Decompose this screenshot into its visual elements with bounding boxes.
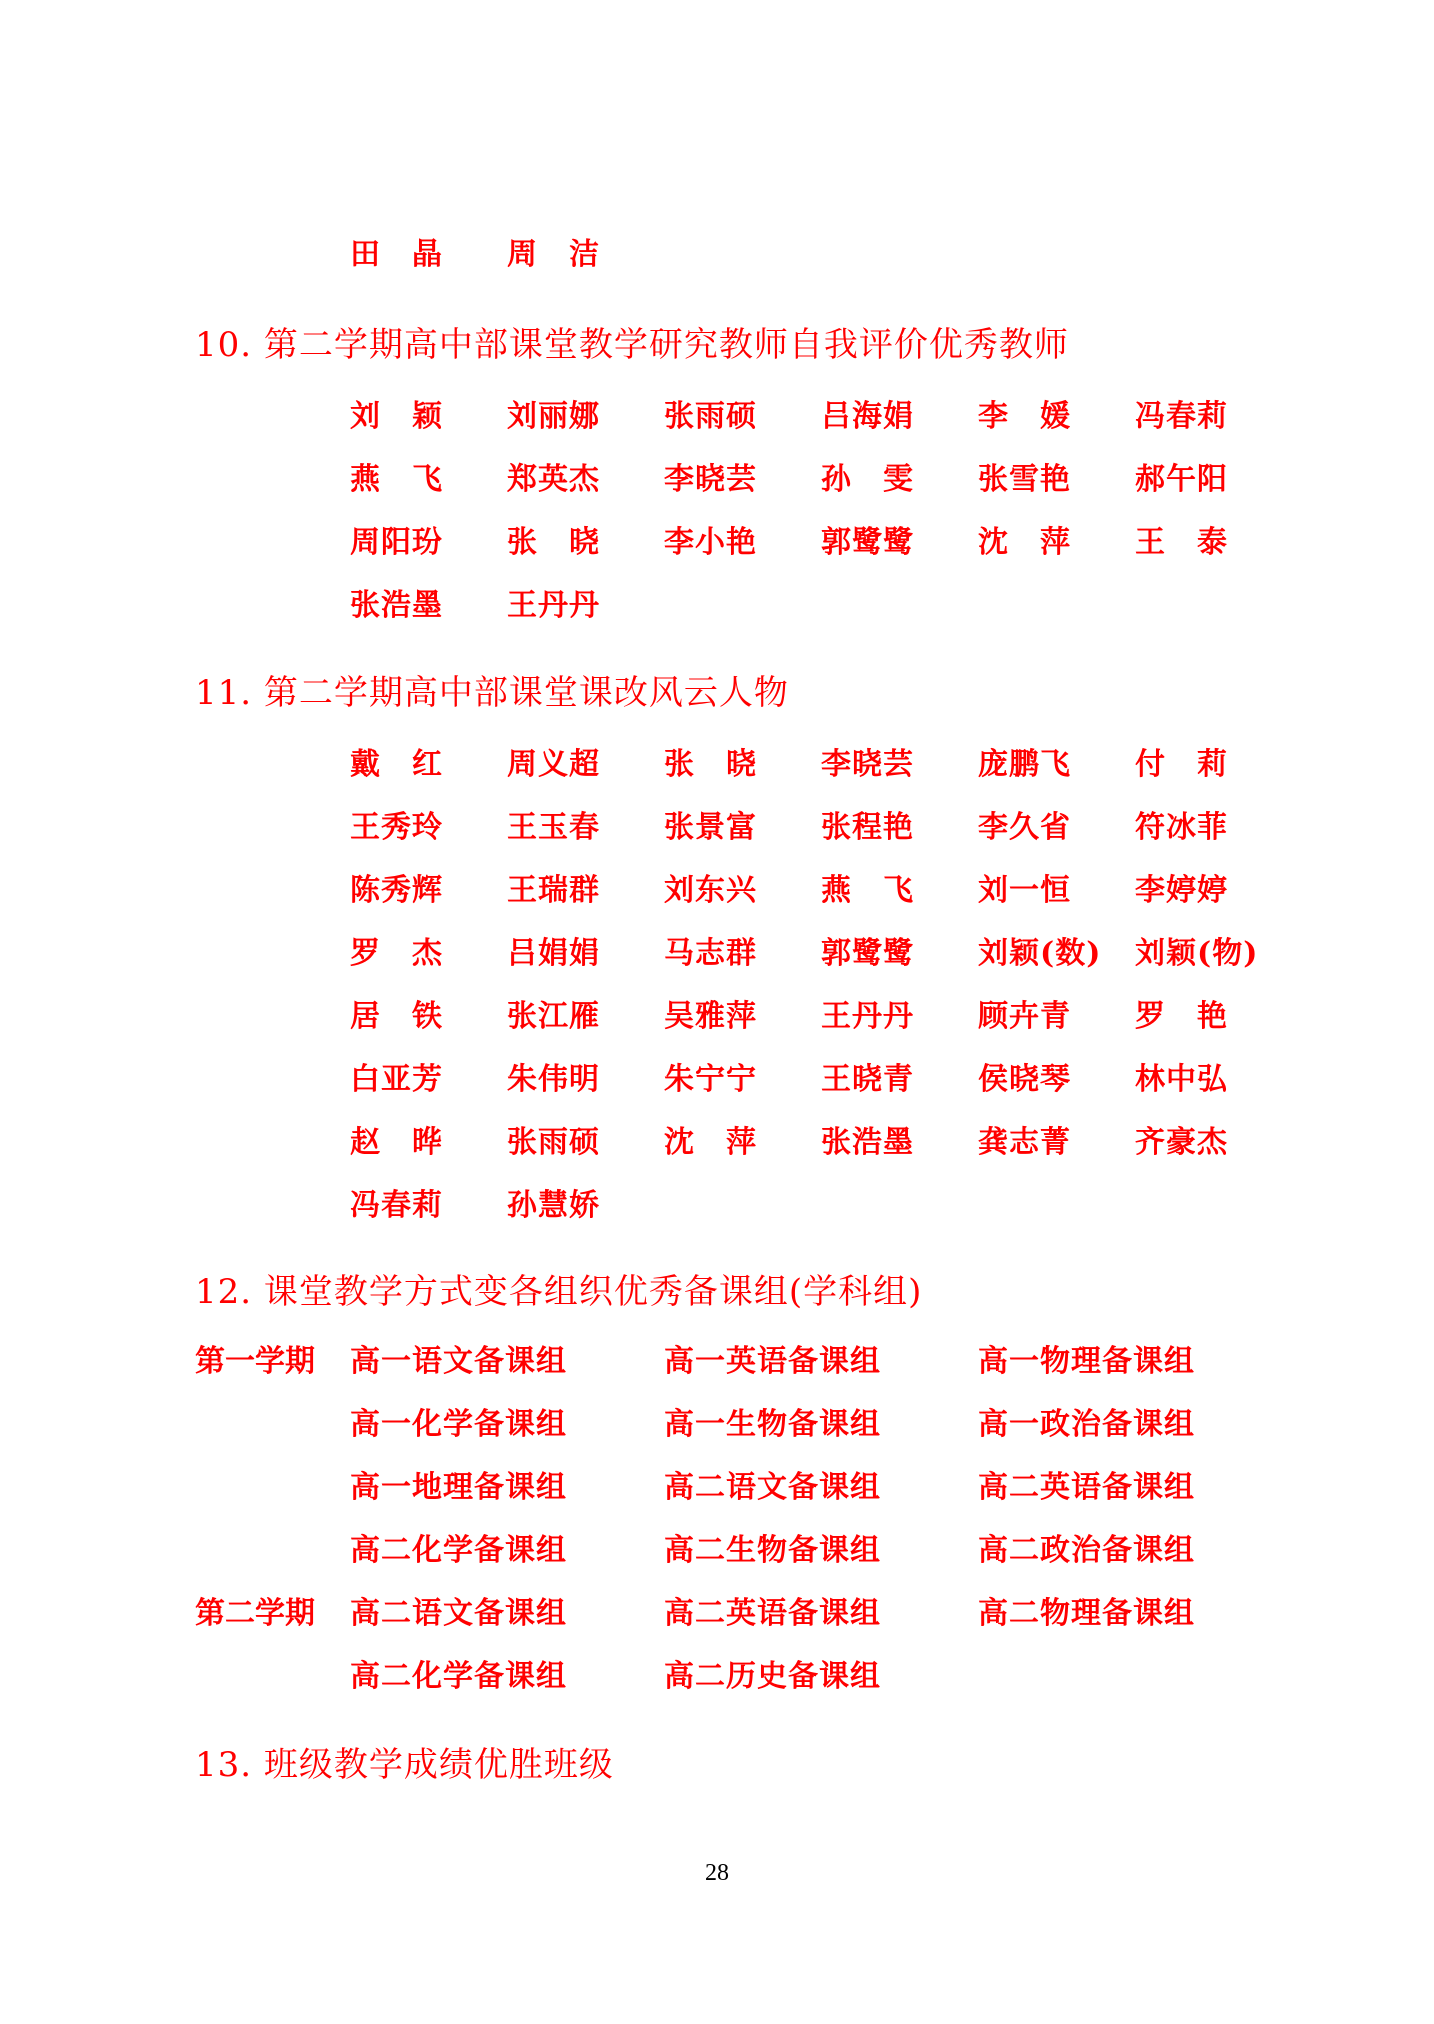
- teacher-name: 张雨硕: [507, 1125, 600, 1160]
- teacher-name: 王晓青: [821, 1062, 914, 1097]
- teacher-name: 张 晓: [507, 525, 600, 560]
- prep-group-name: 高二生物备课组: [664, 1533, 881, 1568]
- teacher-name: 赵 晔: [350, 1125, 443, 1160]
- teacher-name: 侯晓琴: [978, 1062, 1071, 1097]
- teacher-name: 孙慧娇: [507, 1188, 600, 1223]
- term-label: 第二学期: [195, 1596, 315, 1631]
- page-number: 28: [705, 1860, 729, 1886]
- teacher-name: 刘丽娜: [507, 399, 600, 434]
- teacher-name: 周阳玢: [350, 525, 443, 560]
- teacher-name: 戴 红: [350, 747, 443, 782]
- prep-group-name: 高二物理备课组: [978, 1596, 1195, 1631]
- teacher-name: 吕娟娟: [507, 936, 600, 971]
- teacher-name: 朱宁宁: [664, 1062, 757, 1097]
- teacher-name: 张雪艳: [978, 462, 1071, 497]
- prep-group-name: 高二化学备课组: [350, 1659, 567, 1694]
- teacher-name: 张景富: [664, 810, 757, 845]
- teacher-name: 朱伟明: [507, 1062, 600, 1097]
- teacher-name: 刘颖(物): [1135, 936, 1259, 971]
- teacher-name: 居 铁: [350, 999, 443, 1034]
- teacher-name: 龚志菁: [978, 1125, 1071, 1160]
- prep-group-name: 高二政治备课组: [978, 1533, 1195, 1568]
- teacher-name: 燕 飞: [350, 462, 443, 497]
- teacher-name: 林中弘: [1135, 1062, 1228, 1097]
- teacher-name: 吕海娟: [821, 399, 914, 434]
- teacher-name: 冯春莉: [350, 1188, 443, 1223]
- teacher-name: 付 莉: [1135, 747, 1228, 782]
- teacher-name: 张浩墨: [350, 588, 443, 623]
- prep-group-name: 高一政治备课组: [978, 1407, 1195, 1442]
- teacher-name: 郭鹭鹭: [821, 936, 914, 971]
- teacher-name: 沈 萍: [978, 525, 1071, 560]
- teacher-name: 王瑞群: [507, 873, 600, 908]
- teacher-name: 郑英杰: [507, 462, 600, 497]
- teacher-name: 王秀玲: [350, 810, 443, 845]
- teacher-name: 周义超: [507, 747, 600, 782]
- teacher-name: 张江雁: [507, 999, 600, 1034]
- teacher-name: 刘一恒: [978, 873, 1071, 908]
- prep-group-name: 高一化学备课组: [350, 1407, 567, 1442]
- teacher-name: 罗 艳: [1135, 999, 1228, 1034]
- prep-group-name: 高二历史备课组: [664, 1659, 881, 1694]
- teacher-name: 王丹丹: [821, 999, 914, 1034]
- teacher-name: 张程艳: [821, 810, 914, 845]
- teacher-name: 罗 杰: [350, 936, 443, 971]
- teacher-name: 燕 飞: [821, 873, 914, 908]
- teacher-name: 李晓芸: [664, 462, 757, 497]
- teacher-name: 马志群: [664, 936, 757, 971]
- teacher-name: 刘 颖: [350, 399, 443, 434]
- teacher-name: 冯春莉: [1135, 399, 1228, 434]
- teacher-name: 刘东兴: [664, 873, 757, 908]
- teacher-name: 郭鹭鹭: [821, 525, 914, 560]
- teacher-name: 张雨硕: [664, 399, 757, 434]
- teacher-name: 李久省: [978, 810, 1071, 845]
- teacher-name: 顾卉青: [978, 999, 1071, 1034]
- prep-group-name: 高二英语备课组: [978, 1470, 1195, 1505]
- teacher-name: 田 晶: [350, 237, 443, 272]
- teacher-name: 王 泰: [1135, 525, 1228, 560]
- teacher-name: 李小艳: [664, 525, 757, 560]
- teacher-name: 李婷婷: [1135, 873, 1228, 908]
- teacher-name: 王丹丹: [507, 588, 600, 623]
- teacher-name: 张浩墨: [821, 1125, 914, 1160]
- prep-group-name: 高一生物备课组: [664, 1407, 881, 1442]
- section-heading-12: 12. 课堂教学方式变各组织优秀备课组(学科组): [195, 1272, 923, 1312]
- teacher-name: 孙 雯: [821, 462, 914, 497]
- prep-group-name: 高二语文备课组: [350, 1596, 567, 1631]
- section-heading-11: 11. 第二学期高中部课堂课改风云人物: [195, 673, 789, 713]
- teacher-name: 李 媛: [978, 399, 1071, 434]
- teacher-name: 周 洁: [507, 237, 600, 272]
- teacher-name: 李晓芸: [821, 747, 914, 782]
- prep-group-name: 高二语文备课组: [664, 1470, 881, 1505]
- teacher-name: 郝午阳: [1135, 462, 1228, 497]
- teacher-name: 庞鹏飞: [978, 747, 1071, 782]
- prep-group-name: 高二英语备课组: [664, 1596, 881, 1631]
- teacher-name: 陈秀辉: [350, 873, 443, 908]
- teacher-name: 符冰菲: [1135, 810, 1228, 845]
- prep-group-name: 高一地理备课组: [350, 1470, 567, 1505]
- term-label: 第一学期: [195, 1344, 315, 1379]
- teacher-name: 张 晓: [664, 747, 757, 782]
- teacher-name: 齐豪杰: [1135, 1125, 1228, 1160]
- section-heading-10: 10. 第二学期高中部课堂教学研究教师自我评价优秀教师: [195, 325, 1069, 365]
- prep-group-name: 高二化学备课组: [350, 1533, 567, 1568]
- teacher-name: 白亚芳: [350, 1062, 443, 1097]
- section-heading-13: 13. 班级教学成绩优胜班级: [195, 1745, 614, 1785]
- prep-group-name: 高一语文备课组: [350, 1344, 567, 1379]
- prep-group-name: 高一物理备课组: [978, 1344, 1195, 1379]
- teacher-name: 刘颖(数): [978, 936, 1102, 971]
- teacher-name: 沈 萍: [664, 1125, 757, 1160]
- teacher-name: 吴雅萍: [664, 999, 757, 1034]
- teacher-name: 王玉春: [507, 810, 600, 845]
- prep-group-name: 高一英语备课组: [664, 1344, 881, 1379]
